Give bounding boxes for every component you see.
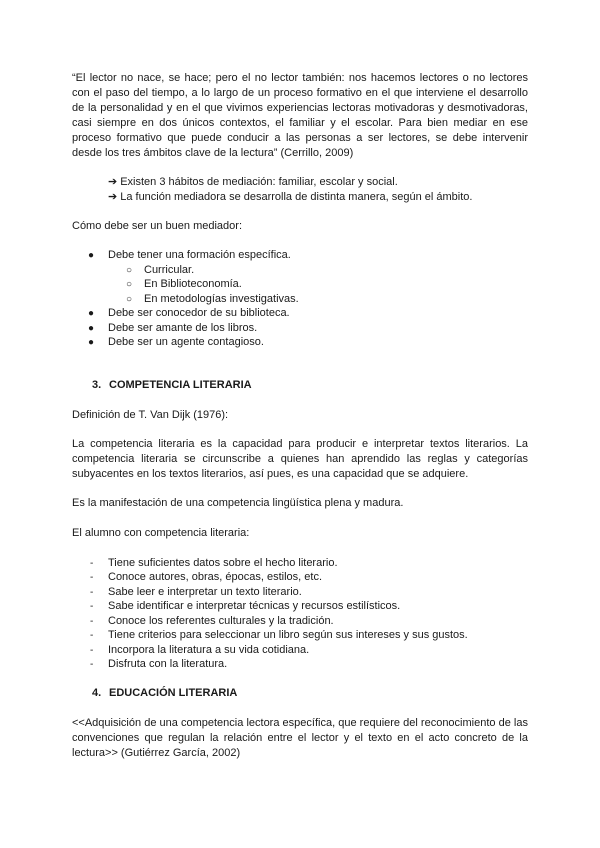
dash-bullet-icon: -	[90, 587, 94, 598]
dash-bullet-icon: -	[90, 616, 94, 627]
bullet-icon: ●	[88, 308, 95, 319]
dash-bullet-icon: -	[90, 630, 94, 641]
section-title: COMPETENCIA LITERARIA	[109, 379, 252, 391]
document-page: “El lector no nace, se hace; pero el no lector también: nos hacemos lectores o no lectores con el paso del tiempo, a lo largo de un proceso formativo en el que interviene el desarrollo de la personalidad y en el que vivimos experiencias lectoras motivadoras y desmotivadoras, casi siempre en dos únicos contextos, el familiar y el escolar. Para bien mediar en ese proceso formativo que puede conducir a las personas a ser lectores, se debe intervenir desde los tres ámbitos clave de la lectura” (Cerrillo, 2009) ➔ Existen 3 hábitos de mediación: familiar, escolar y social. ➔ La función mediadora se desarrolla de distinta manera, según el ámbito. Cómo debe ser un buen mediador: ● Debe tener una formación específica. ○ Curricular. ○ En Biblioteconomía. ○ En metodologías investigativas. ● Debe ser conocedor de su biblioteca. ● Debe ser amante de los libros. ● Debe ser un agente contagioso. 3. COMPETENCIA LITERARIA Definición de T. Van Dijk (1976): La competencia literaria es la capacidad para producir e interpretar textos literarios. La competencia literaria se circunscribe a quienes han aprendido las reglas y categorías subyacentes en los textos literarios, así pues, es una capacidad que se adquiere. Es la manifestación de una competencia lingüística plena y madura. El alumno con competencia literaria: - Tiene suficientes datos sobre el hecho literario. - Conoce autores, obras, épocas, estilos, etc. - Sabe leer e interpretar un texto literario. - Sabe identificar e interpretar técnicas y recursos estilísticos. - Conoce los referentes culturales y la tradición. - Tiene criterios para seleccionar un libro según sus intereses y sus gustos. - Incorpora la literatura a su vida cotidiana. - Disfruta con la literatura. 4. EDUCACIÓN LITERARIA <<Adquisición de una competencia lectora específica, que requiere del reconocimiento de las convenciones que regulan la relación entre el lector y el texto en el acto concreto de la lectura>> (Gutiérrez García, 2002)	[72, 72, 528, 759]
cerrillo-quote: “El lector no nace, se hace; pero el no lector también: nos hacemos lectores o no lectores con el paso del tiempo, a lo largo de un proceso formativo en el que interviene el desarrollo de la personalidad y en el que vivimos experiencias lectoras motivadoras y desmotivadoras, casi siempre en dos únicos contextos, el familiar y el escolar. Para bien mediar en ese proceso formativo que puede conducir a las personas a ser lectores, se debe intervenir desde los tres ámbitos clave de la lectura” (Cerrillo, 2009)	[72, 72, 528, 159]
dash-bullet-icon: -	[90, 659, 94, 670]
circle-bullet-icon: ○	[126, 294, 133, 305]
bullet-icon: ●	[88, 250, 95, 261]
dash-bullet-icon: -	[90, 645, 94, 656]
definition-paragraph: La competencia literaria es la capacidad para producir e interpretar textos literarios. La competencia literaria se circunscribe a quienes han aprendido las reglas y categorías subyacentes en los textos literarios, así pues, es una capacidad que se adquiere.	[72, 438, 528, 480]
dash-bullet-icon: -	[90, 601, 94, 612]
arrow-point	[108, 190, 528, 205]
definition-label: Definición de T. Van Dijk (1976):	[72, 409, 229, 421]
arrow-icon: ➔	[108, 176, 118, 188]
circle-bullet-icon: ○	[126, 279, 133, 290]
student-intro: El alumno con competencia literaria:	[72, 527, 250, 539]
mediator-intro: Cómo debe ser un buen mediador:	[72, 220, 242, 232]
dash-bullet-icon: -	[90, 558, 94, 569]
circle-bullet-icon: ○	[126, 265, 133, 276]
arrow-point-text: La función mediadora se desarrolla de distinta manera, según el ámbito.	[120, 191, 473, 203]
bullet-icon: ●	[88, 337, 95, 348]
dash-bullet-icon: -	[90, 572, 94, 583]
section-number: 3.	[92, 379, 102, 391]
gutierrez-quote: <<Adquisición de una competencia lectora específica, que requiere del reconocimiento de las convenciones que regulan la relación entre el lector y el texto en el acto concreto de la lectura>> (Gutiérrez García, 2002)	[72, 717, 528, 759]
manifestation-paragraph: Es la manifestación de una competencia lingüística plena y madura.	[72, 497, 404, 509]
section-title: EDUCACIÓN LITERARIA	[109, 687, 238, 699]
section-number: 4.	[92, 687, 102, 699]
arrow-icon: ➔	[108, 191, 118, 203]
bullet-icon: ●	[88, 323, 95, 334]
arrow-point	[108, 175, 528, 190]
arrow-point-text: Existen 3 hábitos de mediación: familiar, escolar y social.	[120, 176, 398, 188]
